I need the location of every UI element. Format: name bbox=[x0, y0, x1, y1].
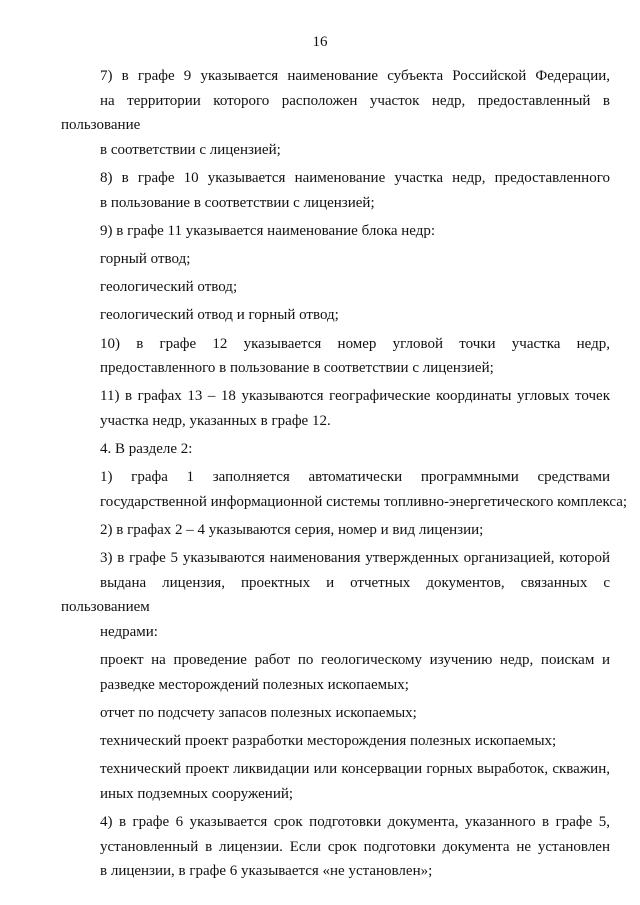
text-line: предоставленного в пользование в соответствии с лицензией; bbox=[100, 360, 494, 377]
text-line: в пользование в соответствии с лицензией; bbox=[100, 194, 375, 211]
paragraph bbox=[61, 166, 610, 215]
text-line: геологический отвод; bbox=[100, 279, 238, 296]
text-line: 7) в графе 9 указывается наименование субъекта Российской Федерации, bbox=[100, 68, 610, 84]
paragraph bbox=[61, 546, 610, 644]
text-line: 4) в графе 6 указывается срок подготовки документа, указанного в графе 5, bbox=[100, 814, 610, 831]
text-line: выдана лицензия, проектных и отчетных документов, связанных с пользованием bbox=[61, 574, 610, 616]
paragraph bbox=[61, 437, 610, 462]
text-line: иных подземных сооружений; bbox=[100, 785, 294, 802]
text-line: разведке месторождений полезных ископаемых; bbox=[100, 676, 409, 693]
paragraph bbox=[61, 64, 610, 162]
text-line: государственной информационной системы топливно-энергетического комплекса; bbox=[100, 493, 628, 510]
text-line: 2) в графах 2 – 4 указываются серия, номер и вид лицензии; bbox=[100, 522, 484, 539]
paragraph bbox=[61, 332, 610, 381]
text-line: 3) в графе 5 указываются наименования утвержденных организацией, которой bbox=[100, 550, 610, 567]
text-line: отчет по подсчету запасов полезных ископаемых; bbox=[100, 704, 417, 721]
paragraph bbox=[61, 518, 610, 543]
paragraph bbox=[61, 648, 610, 697]
paragraph bbox=[61, 810, 610, 884]
paragraph bbox=[61, 303, 610, 328]
text-line: 8) в графе 10 указывается наименование участка недр, предоставленного bbox=[100, 169, 610, 186]
text-line: 9) в графе 11 указывается наименование блока недр: bbox=[100, 222, 436, 239]
text-line: проект на проведение работ по геологическому изучению недр, поискам и bbox=[100, 652, 610, 669]
text-line: в лицензии, в графе 6 указывается «не установлен»; bbox=[100, 863, 433, 880]
text-line: горный отвод; bbox=[100, 250, 191, 267]
paragraph bbox=[61, 384, 610, 433]
paragraph bbox=[61, 219, 610, 244]
text-line: в соответствии с лицензией; bbox=[100, 141, 281, 158]
text-line: технический проект ликвидации или консервации горных выработок, скважин, bbox=[100, 761, 610, 778]
text-line: участка недр, указанных в графе 12. bbox=[100, 412, 331, 429]
text-line: недрами: bbox=[100, 624, 158, 640]
paragraph bbox=[61, 465, 628, 514]
text-line: 1) графа 1 заполняется автоматически программными средствами bbox=[100, 469, 610, 486]
paragraph bbox=[61, 729, 610, 754]
text-line: 4. В разделе 2: bbox=[100, 441, 193, 458]
text-line: геологический отвод и горный отвод; bbox=[100, 307, 339, 324]
text-line: 10) в графе 12 указывается номер угловой точки участка недр, bbox=[100, 335, 610, 352]
paragraph bbox=[61, 275, 610, 300]
text-line: установленный в лицензии. Если срок подготовки документа не установлен bbox=[100, 838, 610, 855]
page-number: 16 bbox=[312, 34, 328, 50]
document-body bbox=[61, 64, 628, 888]
text-line: 11) в графах 13 – 18 указываются географические координаты угловых точек bbox=[100, 388, 610, 405]
text-line: на территории которого расположен участок недр, предоставленный в пользование bbox=[61, 92, 610, 134]
paragraph bbox=[61, 701, 610, 726]
paragraph bbox=[61, 757, 610, 806]
text-line: технический проект разработки месторождения полезных ископаемых; bbox=[100, 733, 557, 750]
paragraph bbox=[61, 247, 610, 272]
